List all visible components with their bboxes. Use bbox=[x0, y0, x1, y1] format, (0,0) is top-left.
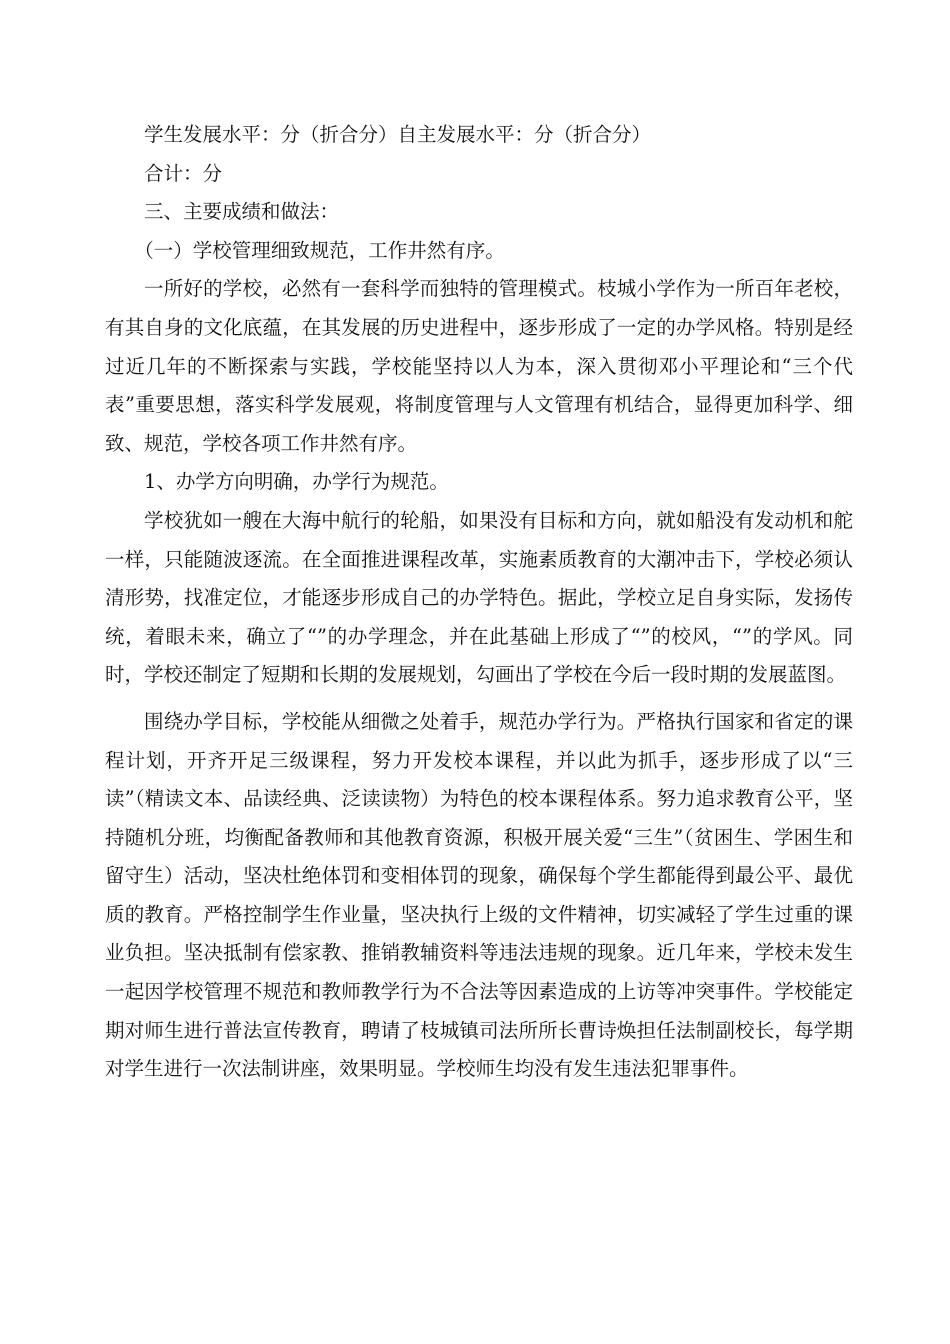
subsection-heading: （一）学校管理细致规范，工作井然有序。 bbox=[134, 238, 505, 262]
paragraph-management: 一所好的学校，必然有一套科学而独特的管理模式。枝城小学作为一所百年老校，有其自身的文化底蕴，在其发展的历史进程中，逐步形成了一定的办学风格。特别是经过近几年的不断探索与实践，学校能坚持以人为本，深入贯彻邓小平理论和“三个代表”重要思想，落实科学发展观，将制度管理与人文管理有机结合，显得更加科学、细致、规范，学校各项工作井然有序。 bbox=[105, 277, 853, 455]
paragraph-direction: 学校犹如一艘在大海中航行的轮船，如果没有目标和方向，就如船没有发动机和舵一样，只能随波逐流。在全面推进课程改革，实施素质教育的大潮冲击下，学校必须认清形势，找准定位，才能逐步形成自己的办学特色。据此，学校立足自身实际，发扬传统，着眼未来，确立了“”的办学理念，并在此基础上形成了“”的校风，“”的学风。同时，学校还制定了短期和长期的发展规划，勾画出了学校在今后一段时期的发展蓝图。 bbox=[105, 508, 853, 687]
item-heading: 1、办学方向明确，办学行为规范。 bbox=[144, 470, 449, 494]
section-heading: 三、主要成绩和做法： bbox=[144, 200, 340, 224]
total-line: 合计：分 bbox=[144, 161, 223, 185]
document-page bbox=[105, 116, 853, 1089]
paragraph-behavior: 围绕办学目标，学校能从细微之处着手，规范办学行为。严格执行国家和省定的课程计划，开齐开足三级课程，努力开发校本课程，并以此为抓手，逐步形成了以“三读”（精读文本、品读经典、泛读读物）为特色的校本课程体系。努力追求教育公平，坚持随机分班，均衡配备教师和其他教育资源，积极开展关爱“三生”（贫困生、学困生和留守生）活动，坚决杜绝体罚和变相体罚的现象，确保每个学生都能得到最公平、最优质的教育。严格控制学生作业量，坚决执行上级的文件精神，切实减轻了学生过重的课业负担。坚决抵制有偿家教、推销教辅资料等违法违规的现象。近几年来，学校未发生一起因学校管理不规范和教师教学行为不合法等因素造成的上访等冲突事件。学校能定期对师生进行普法宣传教育，聘请了枝城镇司法所所长曹诗焕担任法制副校长，每学期对学生进行一次法制讲座，效果明显。学校师生均没有发生违法犯罪事件。 bbox=[105, 709, 853, 1081]
scores-line: 学生发展水平：分（折合分）自主发展水平：分（折合分） bbox=[144, 123, 652, 146]
